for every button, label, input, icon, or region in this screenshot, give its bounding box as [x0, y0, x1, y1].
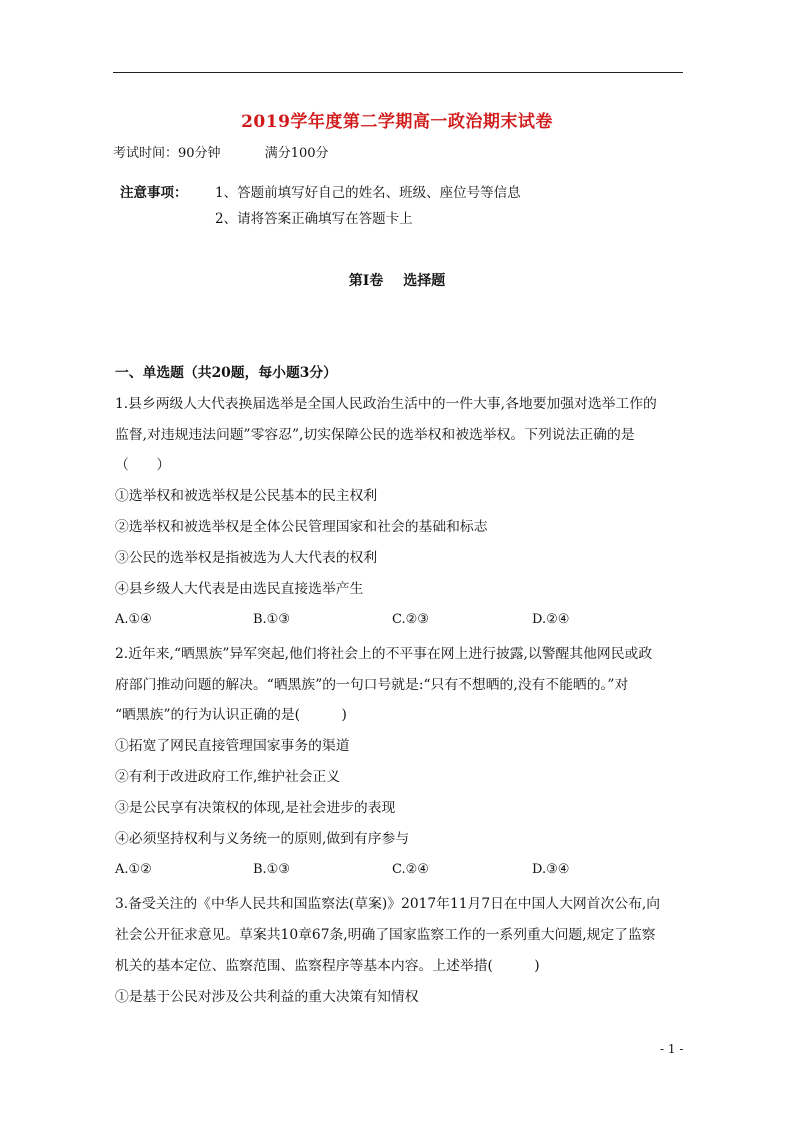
exam-score: 满分100分 [264, 146, 329, 161]
question-2-item: ①拓宽了网民直接管理国家事务的渠道 [115, 738, 350, 754]
option-a: A.①② [115, 862, 152, 877]
question-1-item: ②选举权和被选举权是全体公民管理国家和社会的基础和标志 [115, 519, 488, 535]
question-2-item: ②有利于改进政府工作,维护社会正义 [115, 769, 341, 785]
question-1-item: ③公民的选举权是指被选为人大代表的权利 [115, 550, 378, 566]
option-d: D.②④ [532, 612, 570, 627]
question-1-stem: 1.县乡两级人大代表换届选举是全国人民政治生活中的一件大事,各地要加强对选举工作的 [115, 396, 657, 412]
section-heading: 一、单选题（共20题，每小题3分） [115, 365, 337, 381]
notice-item: 2、请将答案正确填写在答题卡上 [215, 211, 413, 227]
page-number: - 1 - [660, 1042, 684, 1056]
option-c: C.②④ [392, 862, 429, 877]
volume-type: 选择题 [403, 273, 446, 289]
exam-time: 考试时间：90分钟 [113, 146, 221, 161]
volume-heading [0, 270, 794, 290]
question-3-item: ①是基于公民对涉及公共利益的重大决策有知情权 [115, 989, 419, 1005]
question-2-item: ④必须坚持权利与义务统一的原则,做到有序参与 [115, 831, 410, 847]
exam-title: 2019学年度第二学期高一政治期末试卷 [241, 112, 553, 132]
question-2-item: ③是公民享有决策权的体现,是社会进步的表现 [115, 800, 396, 816]
question-1-item: ①选举权和被选举权是公民基本的民主权利 [115, 488, 378, 504]
question-3-stem: 社会公开征求意见。草案共10章67条,明确了国家监察工作的一系列重大问题,规定了监察 [115, 927, 656, 943]
question-1-stem: 监督,对违规违法问题”零容忍”,切实保障公民的选举权和被选举权。下列说法正确的是 [115, 427, 635, 443]
option-a: A.①④ [115, 612, 152, 627]
question-1-stem: （ ） [115, 457, 171, 473]
exam-meta [113, 142, 329, 161]
volume-name: 第Ⅰ卷 [348, 273, 384, 289]
question-2-stem: 府部门推动问题的解决。“晒黑族”的一句口号就是:“只有不想晒的,没有不能晒的。”对 [115, 677, 629, 693]
question-3-stem: 机关的基本定位、监察范围、监察程序等基本内容。上述举措( ) [115, 958, 540, 974]
option-b: B.①③ [253, 862, 290, 877]
question-1-item: ④县乡级人大代表是由选民直接选举产生 [115, 581, 364, 597]
question-2-stem: 2.近年来,“晒黑族”异军突起,他们将社会上的不平事在网上进行披露,以警醒其他网民或政 [115, 646, 653, 662]
notice-item: 1、答题前填写好自己的姓名、班级、座位号等信息 [215, 185, 521, 201]
question-3-stem: 3.备受关注的《中华人民共和国监察法(草案)》2017年11月7日在中国人大网首次公布,向 [115, 896, 661, 912]
option-b: B.①③ [253, 612, 290, 627]
question-2-stem: “晒黑族”的行为认识正确的是( ) [115, 707, 347, 723]
notice-label: 注意事项： [120, 185, 188, 201]
header-rule [113, 72, 683, 73]
option-d: D.③④ [532, 862, 570, 877]
option-c: C.②③ [392, 612, 429, 627]
